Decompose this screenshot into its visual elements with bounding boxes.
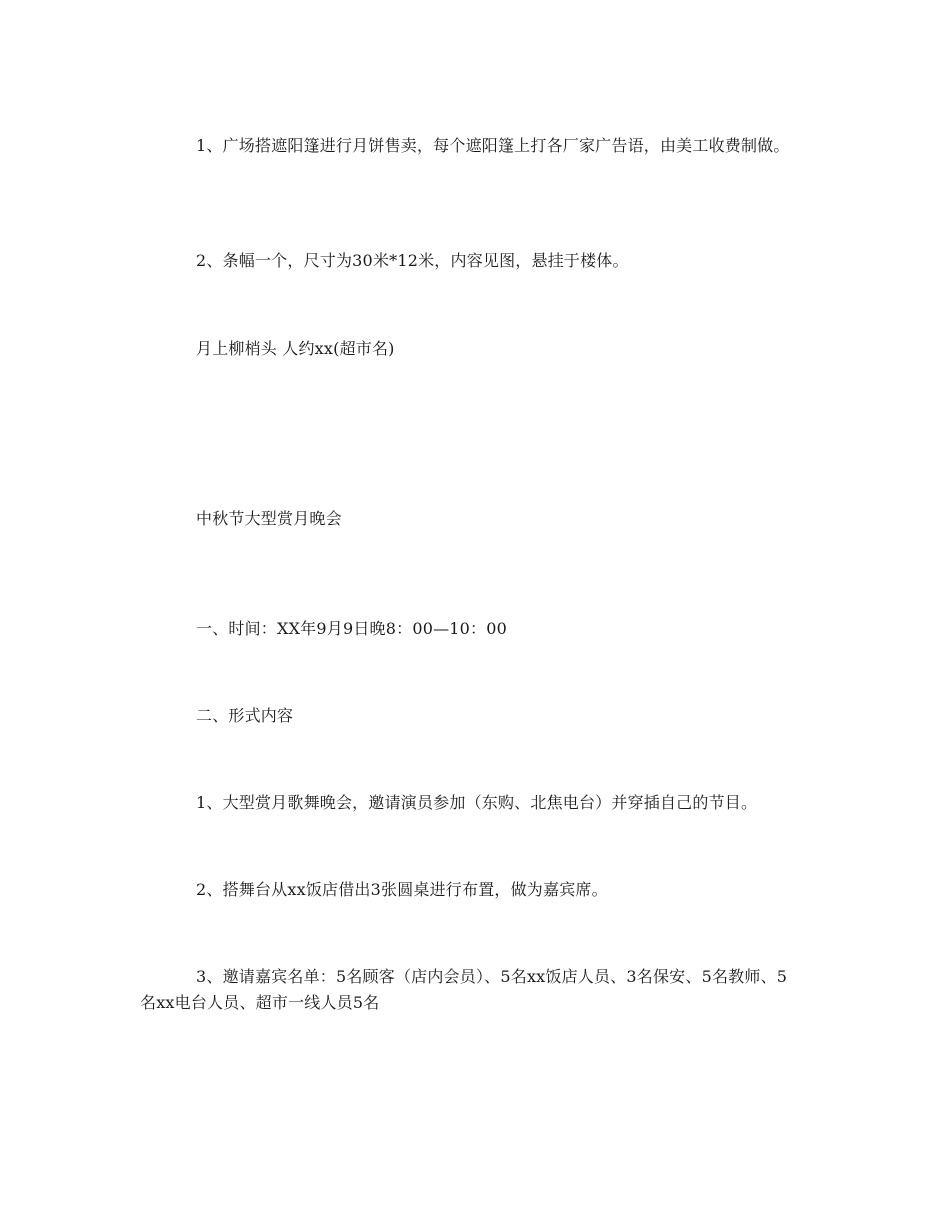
paragraph-stage-setup: 2、搭舞台从xx饭店借出3张圆桌进行布置，做为嘉宾席。 <box>196 880 608 899</box>
section-title-moon-gala: 中秋节大型赏月晚会 <box>196 509 342 528</box>
paragraph-slogan: 月上柳梢头 人约xx(超市名) <box>196 339 395 358</box>
paragraph-banner: 2、条幅一个，尺寸为30米*12米，内容见图，悬挂于楼体。 <box>196 251 629 270</box>
paragraph-sunshade-sales: 1、广场搭遮阳篷进行月饼售卖，每个遮阳篷上打各厂家广告语，由美工收费制做。 <box>196 136 790 155</box>
paragraph-format-heading: 二、形式内容 <box>196 706 294 725</box>
paragraph-guest-list: 3、邀请嘉宾名单：5名顾客（店内会员）、5名xx饭店人员、3名保安、5名教师、5名xx电台人员、超市一线人员5名 <box>140 967 788 1012</box>
paragraph-gala-performance: 1、大型赏月歌舞晚会，邀请演员参加（东购、北焦电台）并穿插自己的节目。 <box>196 793 758 812</box>
paragraph-time: 一、时间：XX年9月9日晚8：00—10：00 <box>196 619 507 638</box>
